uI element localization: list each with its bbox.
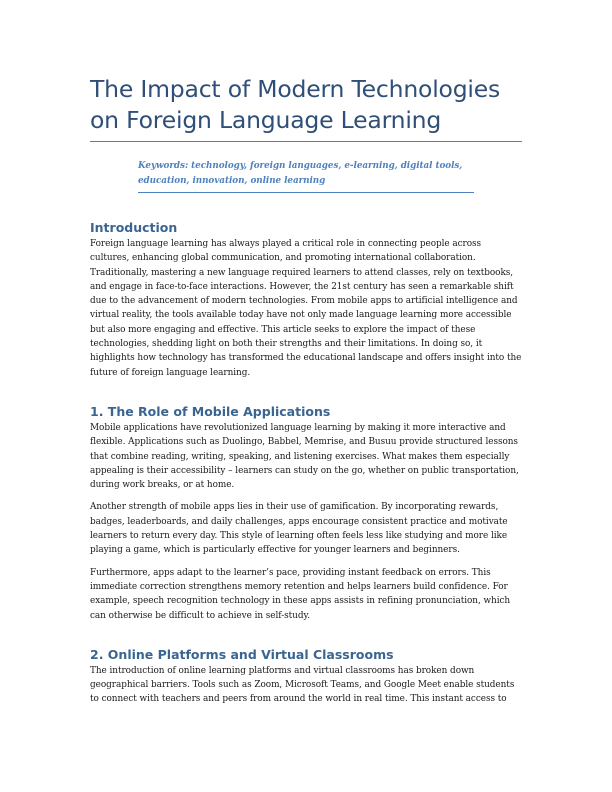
keywords-text: Keywords: technology, foreign languages, e-learning, digital tools, education, innovation, online learning [138,161,463,186]
keywords-divider [138,192,474,193]
section-heading: 1. The Role of Mobile Applications [90,403,331,419]
section-heading: 2. Online Platforms and Virtual Classrooms [90,646,394,662]
section-online-platforms [90,647,522,707]
paragraph: Foreign language learning has always played a critical role in connecting people across cultures, enhancing global communication, and promoting international collaboration. Traditionally, mastering a new language required learners to attend classes, rely on textbooks, and engage in face-to-face interactions. However, the 21st century has seen a remarkable shift due to the advancement of modern technologies. From mobile apps to artificial intelligence and virtual reality, the tools available today have not only made language learning more accessible but also more engaging and effective. This article seeks to explore the impact of these technologies, shedding light on both their strengths and their limitations. In doing so, it highlights how technology has transformed the educational landscape and offers insight into the future of foreign language learning. [90,239,522,378]
section-introduction [90,220,522,380]
paragraph: Mobile applications have revolutionized language learning by making it more interactive and flexible. Applications such as Duolingo, Babbel, Memrise, and Busuu provide structured lessons that combine reading, writing, speaking, and listening exercises. What makes them especially appealing is their accessibility – learners can study on the go, whether on public transportation, during work breaks, or at home. [90,422,519,491]
section-mobile-applications [90,404,522,623]
paragraph: The introduction of online learning platforms and virtual classrooms has broken down geographical barriers. Tools such as Zoom, Microsoft Teams, and Google Meet enable students to connect with teachers and peers from around the world in real time. This instant access to [90,665,515,705]
section-heading: Introduction [90,220,178,235]
paragraph: Another strength of mobile apps lies in their use of gamification. By incorporating rewards, badges, leaderboards, and daily challenges, apps encourage consistent practice and motivate learners to return every day. This style of learning often feels less like studying and more like playing a game, which is particularly effective for younger learners and beginners. [90,502,508,556]
document-title: The Impact of Modern Technologies on Foreign Language Learning [90,75,501,134]
document-page [90,74,522,707]
keywords-block [138,159,474,193]
title-divider [90,141,522,142]
paragraph: Furthermore, apps adapt to the learner’s pace, providing instant feedback on errors. This immediate correction strengthens memory retention and helps learners build confidence. For example, speech recognition technology in these apps assists in refining pronunciation, which can otherwise be difficult to achieve in self-study. [90,567,511,621]
